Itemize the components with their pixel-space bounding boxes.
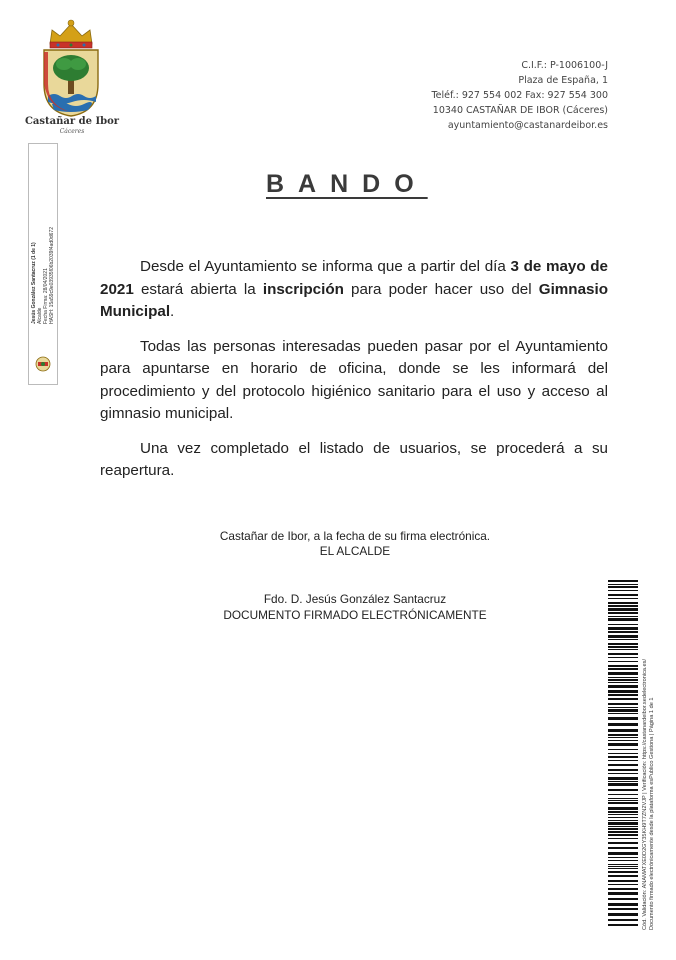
address-cif: C.I.F.: P-1006100-J — [521, 60, 608, 71]
paragraph-1 — [100, 256, 608, 324]
address-street: Plaza de España, 1 — [518, 75, 608, 86]
place-date-text: Castañar de Ibor, a la fecha de su firma electrónica. — [219, 529, 491, 543]
town-province: Cáceres — [59, 128, 85, 135]
p1-text-g: . — [170, 303, 175, 320]
stamp-role: Alcalde — [37, 307, 43, 324]
signer-block — [180, 591, 530, 623]
signer-name: Fdo. D. Jesús González Santacruz — [263, 592, 447, 606]
stamp-date: Fecha Firma: 28/04/2021 — [43, 268, 49, 324]
coat-of-arms-icon — [38, 18, 104, 118]
stamp-signer: Jesús González Santacruz (1 de 1) — [31, 242, 37, 324]
p1-text-e: para poder hacer uso del — [343, 280, 539, 298]
p1-text-a: Desde el Ayuntamiento se informa que a partir del día — [140, 258, 511, 275]
p1-date: 3 de mayo de 2021 — [100, 258, 608, 298]
address-phone: Teléf.: 927 554 002 Fax: 927 554 300 — [431, 90, 608, 101]
signed-electronically: DOCUMENTO FIRMADO ELECTRÓNICAMENTE — [223, 608, 487, 622]
address-block — [431, 58, 608, 133]
stamp-text — [31, 144, 55, 324]
document-body — [100, 256, 608, 495]
document-title: BANDO — [266, 170, 428, 198]
verification-line-1: Cód. Validación: ANAMATXE0D2GY35KH9T7ZN2VJP | Verificación: https://castanardeibor.sedelectronica.es/ — [642, 658, 648, 930]
address-city: 10340 CASTAÑAR DE IBOR (Cáceres) — [432, 105, 608, 116]
stamp-seal-icon — [35, 356, 51, 372]
address-email: ayuntamiento@castanardeibor.es — [447, 120, 608, 131]
p1-gimnasio: Gimnasio Municipal — [100, 280, 608, 320]
signature-stamp — [28, 143, 58, 385]
town-name: Castañar de Ibor — [24, 116, 120, 127]
p1-text-c: estará abierta la — [133, 280, 263, 298]
signer-role: EL ALCALDE — [319, 544, 391, 558]
paragraph-2: Todas las personas interesadas pueden pasar por el Ayuntamiento para apuntarse en horario de oficina, donde se les informará del procedimiento y del protocolo higiénico sanitario para el uso y acceso al gimnasio municipal. — [100, 337, 608, 422]
stamp-hash: HASH: 15a59c9e03935f06b2039f4ad0d672 — [49, 226, 55, 324]
signature-place-date — [180, 529, 530, 559]
barcode-icon — [608, 580, 638, 930]
verification-text — [642, 600, 656, 930]
verification-line-2: Documento firmado electrónicamente desde la plataforma esPublico Gestiona | Página 1 de 1 — [649, 697, 655, 930]
paragraph-3: Una vez completado el listado de usuarios, se procederá a su reapertura. — [100, 439, 608, 479]
p1-inscripcion: inscripción — [262, 280, 344, 298]
